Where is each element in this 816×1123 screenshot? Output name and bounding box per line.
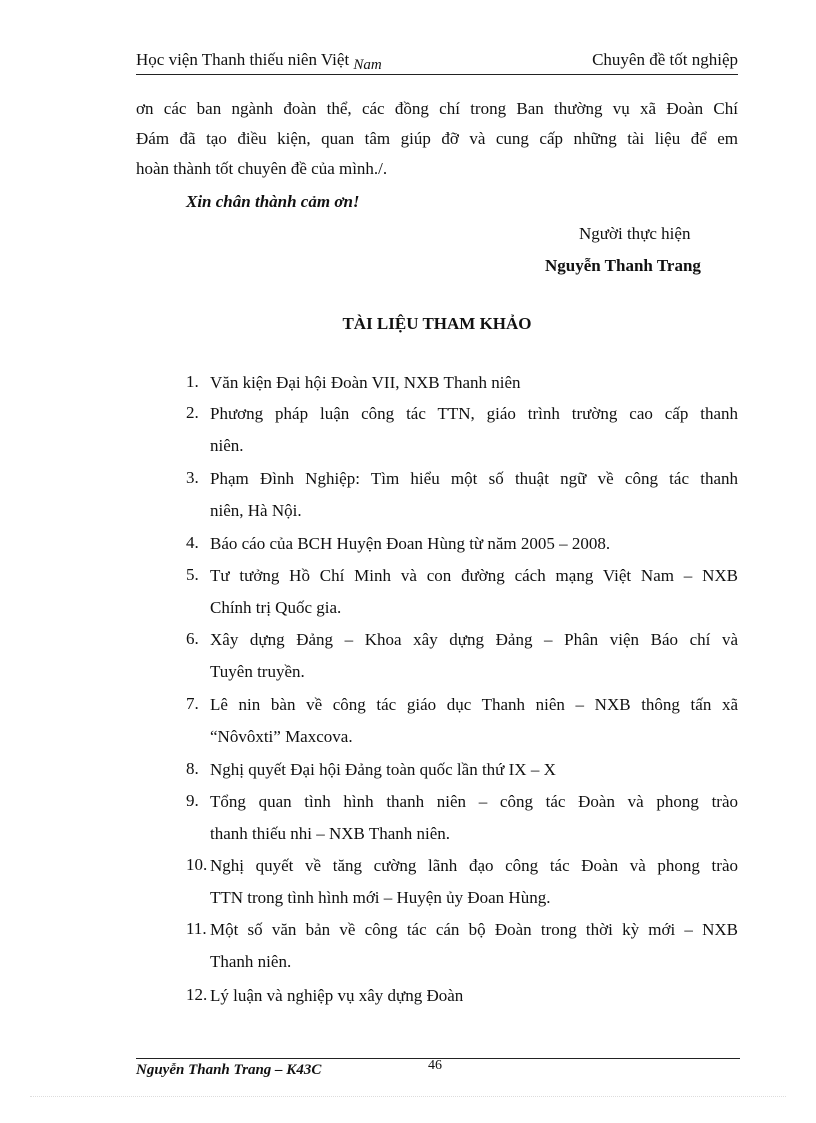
reference-line: Phạm Đình Nghiệp: Tìm hiểu một số thuật ngữ về công tác thanh: [210, 469, 738, 488]
reference-line: Nghị quyết về tăng cường lãnh đạo công tác Đoàn và phong trào: [210, 856, 738, 875]
paragraph-line: ơn các ban ngành đoàn thể, các đồng chí trong Ban thường vụ xã Đoàn Chí: [136, 99, 738, 118]
reference-number: 1.: [186, 372, 199, 391]
header-right: Chuyên đề tốt nghiệp: [592, 50, 738, 69]
reference-line: Xây dựng Đảng – Khoa xây dựng Đảng – Phân viện Báo chí và: [210, 630, 738, 649]
reference-number: 2.: [186, 403, 199, 422]
reference-number: 11.: [186, 919, 207, 938]
reference-number: 6.: [186, 629, 199, 648]
paragraph-line: Đám đã tạo điều kiện, quan tâm giúp đỡ và cung cấp những tài liệu để em: [136, 129, 738, 148]
page-bottom-guide: [30, 1096, 786, 1097]
references-title: TÀI LIỆU THAM KHẢO: [342, 314, 532, 333]
reference-line: niên.: [210, 436, 244, 455]
header-rule: [136, 74, 738, 75]
reference-line: Tuyên truyền.: [210, 662, 305, 681]
header-script: Nam: [353, 57, 382, 73]
reference-line: Tổng quan tình hình thanh niên – công tác Đoàn và phong trào: [210, 792, 738, 811]
reference-line: Một số văn bản về công tác cán bộ Đoàn trong thời kỳ mới – NXB: [210, 920, 738, 939]
reference-line: Báo cáo của BCH Huyện Đoan Hùng từ năm 2005 – 2008.: [210, 534, 611, 553]
signer-role: Người thực hiện: [579, 224, 691, 243]
page-header: [136, 50, 738, 72]
reference-number: 9.: [186, 791, 199, 810]
reference-line: Tư tưởng Hồ Chí Minh và con đường cách mạng Việt Nam – NXB: [210, 566, 738, 585]
reference-line: Lý luận và nghiệp vụ xây dựng Đoàn: [210, 986, 464, 1005]
reference-line: Văn kiện Đại hội Đoàn VII, NXB Thanh niên: [210, 373, 521, 392]
reference-line: Lê nin bàn về công tác giáo dục Thanh niên – NXB thông tấn xã: [210, 695, 738, 714]
thanks-line: Xin chân thành cảm ơn!: [186, 192, 360, 211]
signer-name: Nguyễn Thanh Trang: [545, 256, 701, 275]
header-institution: Học viện Thanh thiếu niên Việt: [136, 50, 350, 69]
reference-line: niên, Hà Nội.: [210, 501, 302, 520]
reference-number: 4.: [186, 533, 199, 552]
closing-paragraph: [136, 94, 738, 184]
reference-number: 7.: [186, 694, 199, 713]
reference-line: Nghị quyết Đại hội Đảng toàn quốc lần thứ IX – X: [210, 760, 556, 779]
paragraph-line: hoàn thành tốt chuyên đề của mình./.: [136, 159, 388, 178]
reference-line: Phương pháp luận công tác TTN, giáo trình trường cao cấp thanh: [210, 404, 738, 423]
reference-line: Chính trị Quốc gia.: [210, 598, 342, 617]
footer-author: Nguyễn Thanh Trang – K43C: [136, 1062, 322, 1078]
reference-number: 3.: [186, 468, 199, 487]
reference-number: 10.: [186, 855, 208, 874]
reference-number: 12.: [186, 985, 208, 1004]
page-number: 46: [428, 1058, 442, 1073]
reference-line: TTN trong tình hình mới – Huyện ủy Đoan Hùng.: [210, 888, 551, 907]
reference-line: Thanh niên.: [210, 952, 292, 971]
reference-line: “Nôvôxti” Maxcova.: [210, 727, 353, 746]
reference-number: 8.: [186, 759, 199, 778]
reference-number: 5.: [186, 565, 199, 584]
reference-line: thanh thiếu nhi – NXB Thanh niên.: [210, 824, 451, 843]
header-left: [136, 50, 382, 73]
